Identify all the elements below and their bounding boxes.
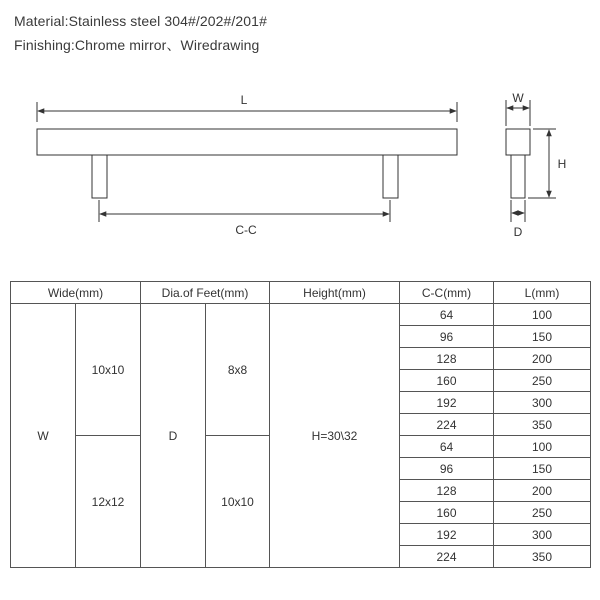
d-label: D [513, 225, 523, 239]
cc-cell: 96 [400, 326, 494, 348]
height-value-cell: H=30\32 [270, 304, 400, 568]
length-cell: 250 [494, 502, 591, 524]
cc-cell: 192 [400, 524, 494, 546]
front-view [37, 102, 457, 222]
header-wide: Wide(mm) [11, 282, 141, 304]
length-cell: 150 [494, 458, 591, 480]
cc-cell: 64 [400, 436, 494, 458]
handle-foot-right [383, 155, 398, 198]
handle-foot-left [92, 155, 107, 198]
length-cell: 200 [494, 348, 591, 370]
length-cell: 350 [494, 414, 591, 436]
length-cell: 200 [494, 480, 591, 502]
cc-label: C-C [235, 223, 257, 237]
cc-cell: 160 [400, 370, 494, 392]
table-header-row [11, 282, 591, 304]
cc-cell: 128 [400, 480, 494, 502]
wide-symbol-cell: W [11, 304, 76, 568]
dia-value-cell: 8x8 [206, 304, 270, 436]
wide-value-cell: 12x12 [76, 436, 141, 568]
side-foot-section [511, 155, 525, 198]
cc-cell: 128 [400, 348, 494, 370]
length-cell: 100 [494, 436, 591, 458]
length-cell: 150 [494, 326, 591, 348]
w-label: W [512, 91, 524, 105]
length-cell: 250 [494, 370, 591, 392]
cc-cell: 224 [400, 414, 494, 436]
cc-cell: 224 [400, 546, 494, 568]
side-view [506, 100, 556, 222]
length-cell: 300 [494, 392, 591, 414]
header-dia-of-feet: Dia.of Feet(mm) [141, 282, 270, 304]
header-length: L(mm) [494, 282, 591, 304]
handle-technical-drawing [0, 0, 600, 270]
specification-table [10, 281, 591, 568]
side-bar-section [506, 129, 530, 155]
cc-cell: 96 [400, 458, 494, 480]
l-label: L [240, 93, 248, 107]
handle-bar [37, 129, 457, 155]
dia-symbol-cell: D [141, 304, 206, 568]
h-label: H [557, 157, 567, 171]
dia-value-cell: 10x10 [206, 436, 270, 568]
cc-cell: 160 [400, 502, 494, 524]
finishing-text: Finishing:Chrome mirror、Wiredrawing [14, 37, 260, 53]
cc-cell: 192 [400, 392, 494, 414]
length-cell: 350 [494, 546, 591, 568]
header-height: Height(mm) [270, 282, 400, 304]
length-cell: 300 [494, 524, 591, 546]
cc-cell: 64 [400, 304, 494, 326]
material-text: Material:Stainless steel 304#/202#/201# [14, 13, 267, 29]
table-row [11, 304, 591, 326]
wide-value-cell: 10x10 [76, 304, 141, 436]
header-cc: C-C(mm) [400, 282, 494, 304]
length-cell: 100 [494, 304, 591, 326]
